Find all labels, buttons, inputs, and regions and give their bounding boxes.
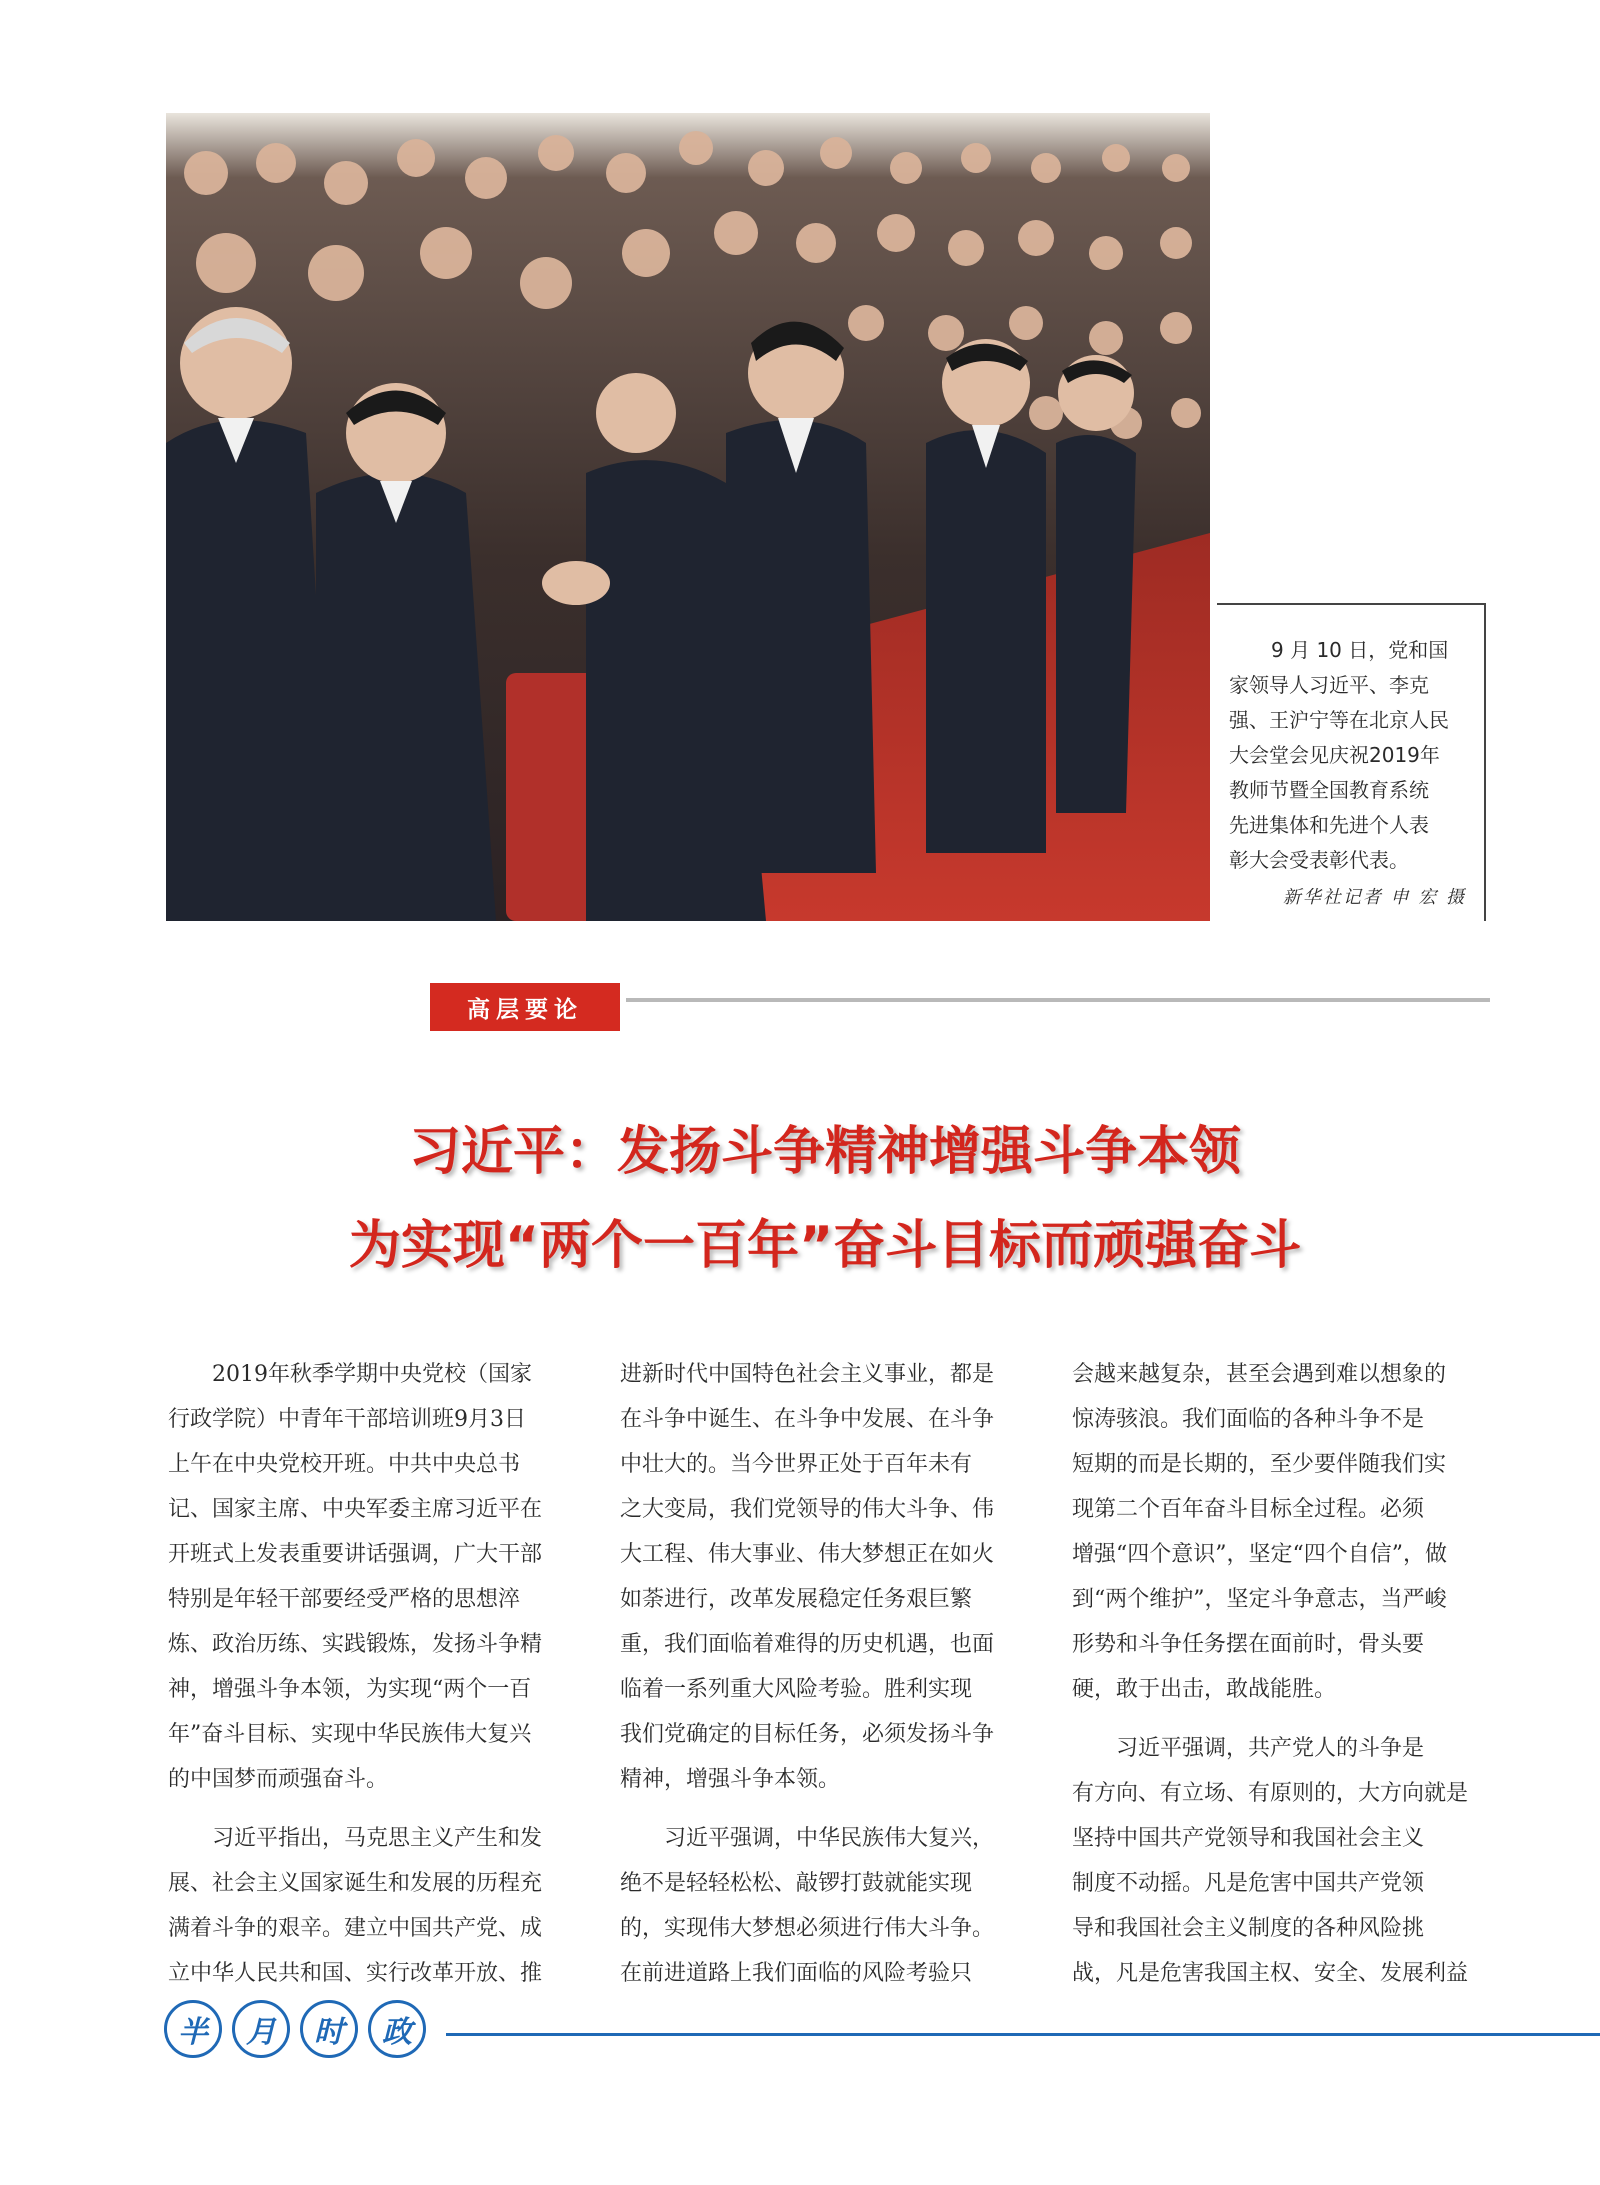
body-text-line: 特别是年轻干部要经受严格的思想淬 bbox=[168, 1587, 521, 1612]
body-text-line: 进新时代中国特色社会主义事业，都是 bbox=[620, 1362, 995, 1387]
body-text-line: 硬，敢于出击，敢战能胜。 bbox=[1072, 1677, 1337, 1702]
body-text-line: 炼、政治历练、实践锻炼，发扬斗争精 bbox=[168, 1632, 543, 1657]
caption-line: 教师节暨全国教育系统 bbox=[1229, 778, 1429, 802]
photo-credit: 新华社记者 申 宏 摄 bbox=[1282, 887, 1466, 908]
body-text-line: 展、社会主义国家诞生和发展的历程充 bbox=[168, 1871, 543, 1896]
body-text-line: 习近平强调，中华民族伟大复兴， bbox=[620, 1826, 995, 1851]
body-text-line: 中壮大的。当今世界正处于百年未有 bbox=[620, 1452, 973, 1477]
body-text-line: 习近平指出，马克思主义产生和发 bbox=[168, 1826, 543, 1851]
body-text-line: 大工程、伟大事业、伟大梦想正在如火 bbox=[620, 1542, 995, 1567]
magazine-logo bbox=[164, 2000, 426, 2062]
body-text-line: 精神，增强斗争本领。 bbox=[620, 1767, 841, 1792]
caption-line: 9 月 10 日，党和国 bbox=[1271, 638, 1449, 662]
section-divider bbox=[626, 998, 1490, 1002]
body-text-line: 绝不是轻轻松松、敲锣打鼓就能实现 bbox=[620, 1871, 973, 1896]
body-text-line: 之大变局，我们党领导的伟大斗争、伟 bbox=[620, 1497, 995, 1522]
section-tag: 高层要论 bbox=[430, 983, 620, 1031]
body-column-3 bbox=[1072, 1352, 1488, 1996]
body-text-line: 在斗争中诞生、在斗争中发展、在斗争 bbox=[620, 1407, 995, 1432]
body-text-line: 重，我们面临着难得的历史机遇，也面 bbox=[620, 1632, 995, 1657]
body-text-line: 如荼进行，改革发展稳定任务艰巨繁 bbox=[620, 1587, 973, 1612]
body-text-line: 习近平强调，共产党人的斗争是 bbox=[1072, 1736, 1425, 1761]
body-text-line: 的中国梦而顽强奋斗。 bbox=[168, 1767, 389, 1792]
headline-line-1: 习近平：发扬斗争精神增强斗争本领 bbox=[408, 1122, 1241, 1182]
body-text-line: 记、国家主席、中央军委主席习近平在 bbox=[168, 1497, 543, 1522]
news-photo bbox=[166, 113, 1210, 921]
caption-line: 先进集体和先进个人表 bbox=[1229, 813, 1429, 837]
body-text-line: 2019年秋季学期中央党校（国家 bbox=[168, 1362, 532, 1387]
body-text-line: 导和我国社会主义制度的各种风险挑 bbox=[1072, 1916, 1425, 1941]
body-text-line: 形势和斗争任务摆在面前时，骨头要 bbox=[1072, 1632, 1425, 1657]
body-text-line: 制度不动摇。凡是危害中国共产党领 bbox=[1072, 1871, 1425, 1896]
body-text-line: 年”奋斗目标、实现中华民族伟大复兴 bbox=[168, 1722, 532, 1747]
body-text-line: 到“两个维护”，坚定斗争意志，当严峻 bbox=[1072, 1587, 1447, 1612]
body-text-line: 在前进道路上我们面临的风险考验只 bbox=[620, 1961, 973, 1986]
body-text-line: 有方向、有立场、有原则的，大方向就是 bbox=[1072, 1781, 1469, 1806]
body-text-line: 行政学院）中青年干部培训班9月3日 bbox=[168, 1407, 526, 1432]
logo-char: 政 bbox=[368, 2000, 426, 2058]
body-text-line: 增强“四个意识”，坚定“四个自信”，做 bbox=[1072, 1542, 1447, 1567]
body-text-line: 惊涛骇浪。我们面临的各种斗争不是 bbox=[1072, 1407, 1425, 1432]
caption-line: 强、王沪宁等在北京人民 bbox=[1229, 708, 1449, 732]
body-text-line bbox=[620, 1802, 1036, 1816]
headline-line-2: 为实现“两个一百年”奋斗目标而顽强奋斗 bbox=[348, 1216, 1302, 1276]
body-text-line: 会越来越复杂，甚至会遇到难以想象的 bbox=[1072, 1362, 1447, 1387]
body-column-2 bbox=[620, 1352, 1036, 1996]
footer-divider bbox=[446, 2033, 1600, 2036]
photo-illustration bbox=[166, 113, 1210, 921]
caption-line: 彰大会受表彰代表。 bbox=[1229, 848, 1409, 872]
body-text-line: 短期的而是长期的，至少要伴随我们实 bbox=[1072, 1452, 1447, 1477]
logo-char: 月 bbox=[232, 2000, 290, 2058]
logo-char: 半 bbox=[164, 2000, 222, 2058]
body-text-line: 立中华人民共和国、实行改革开放、推 bbox=[168, 1961, 543, 1986]
body-text-line: 临着一系列重大风险考验。胜利实现 bbox=[620, 1677, 973, 1702]
body-text-line bbox=[1072, 1712, 1488, 1726]
body-text-line: 我们党确定的目标任务，必须发扬斗争 bbox=[620, 1722, 995, 1747]
logo-char: 时 bbox=[300, 2000, 358, 2058]
body-text-line: 上午在中央党校开班。中共中央总书 bbox=[168, 1452, 521, 1477]
caption-line: 家领导人习近平、李克 bbox=[1229, 673, 1429, 697]
body-text-line: 开班式上发表重要讲话强调，广大干部 bbox=[168, 1542, 543, 1567]
body-text-line: 战，凡是危害我国主权、安全、发展利益 bbox=[1072, 1961, 1469, 1986]
body-text-line bbox=[168, 1802, 584, 1816]
body-text-line: 坚持中国共产党领导和我国社会主义 bbox=[1072, 1826, 1425, 1851]
body-text-line: 的，实现伟大梦想必须进行伟大斗争。 bbox=[620, 1916, 995, 1941]
body-column-1 bbox=[168, 1352, 584, 1996]
photo-caption bbox=[1217, 603, 1486, 921]
body-text-line: 现第二个百年奋斗目标全过程。必须 bbox=[1072, 1497, 1425, 1522]
article-headline bbox=[160, 1105, 1490, 1293]
body-text-line: 神，增强斗争本领，为实现“两个一百 bbox=[168, 1677, 532, 1702]
body-text-line: 满着斗争的艰辛。建立中国共产党、成 bbox=[168, 1916, 543, 1941]
caption-line: 大会堂会见庆祝2019年 bbox=[1229, 743, 1440, 767]
